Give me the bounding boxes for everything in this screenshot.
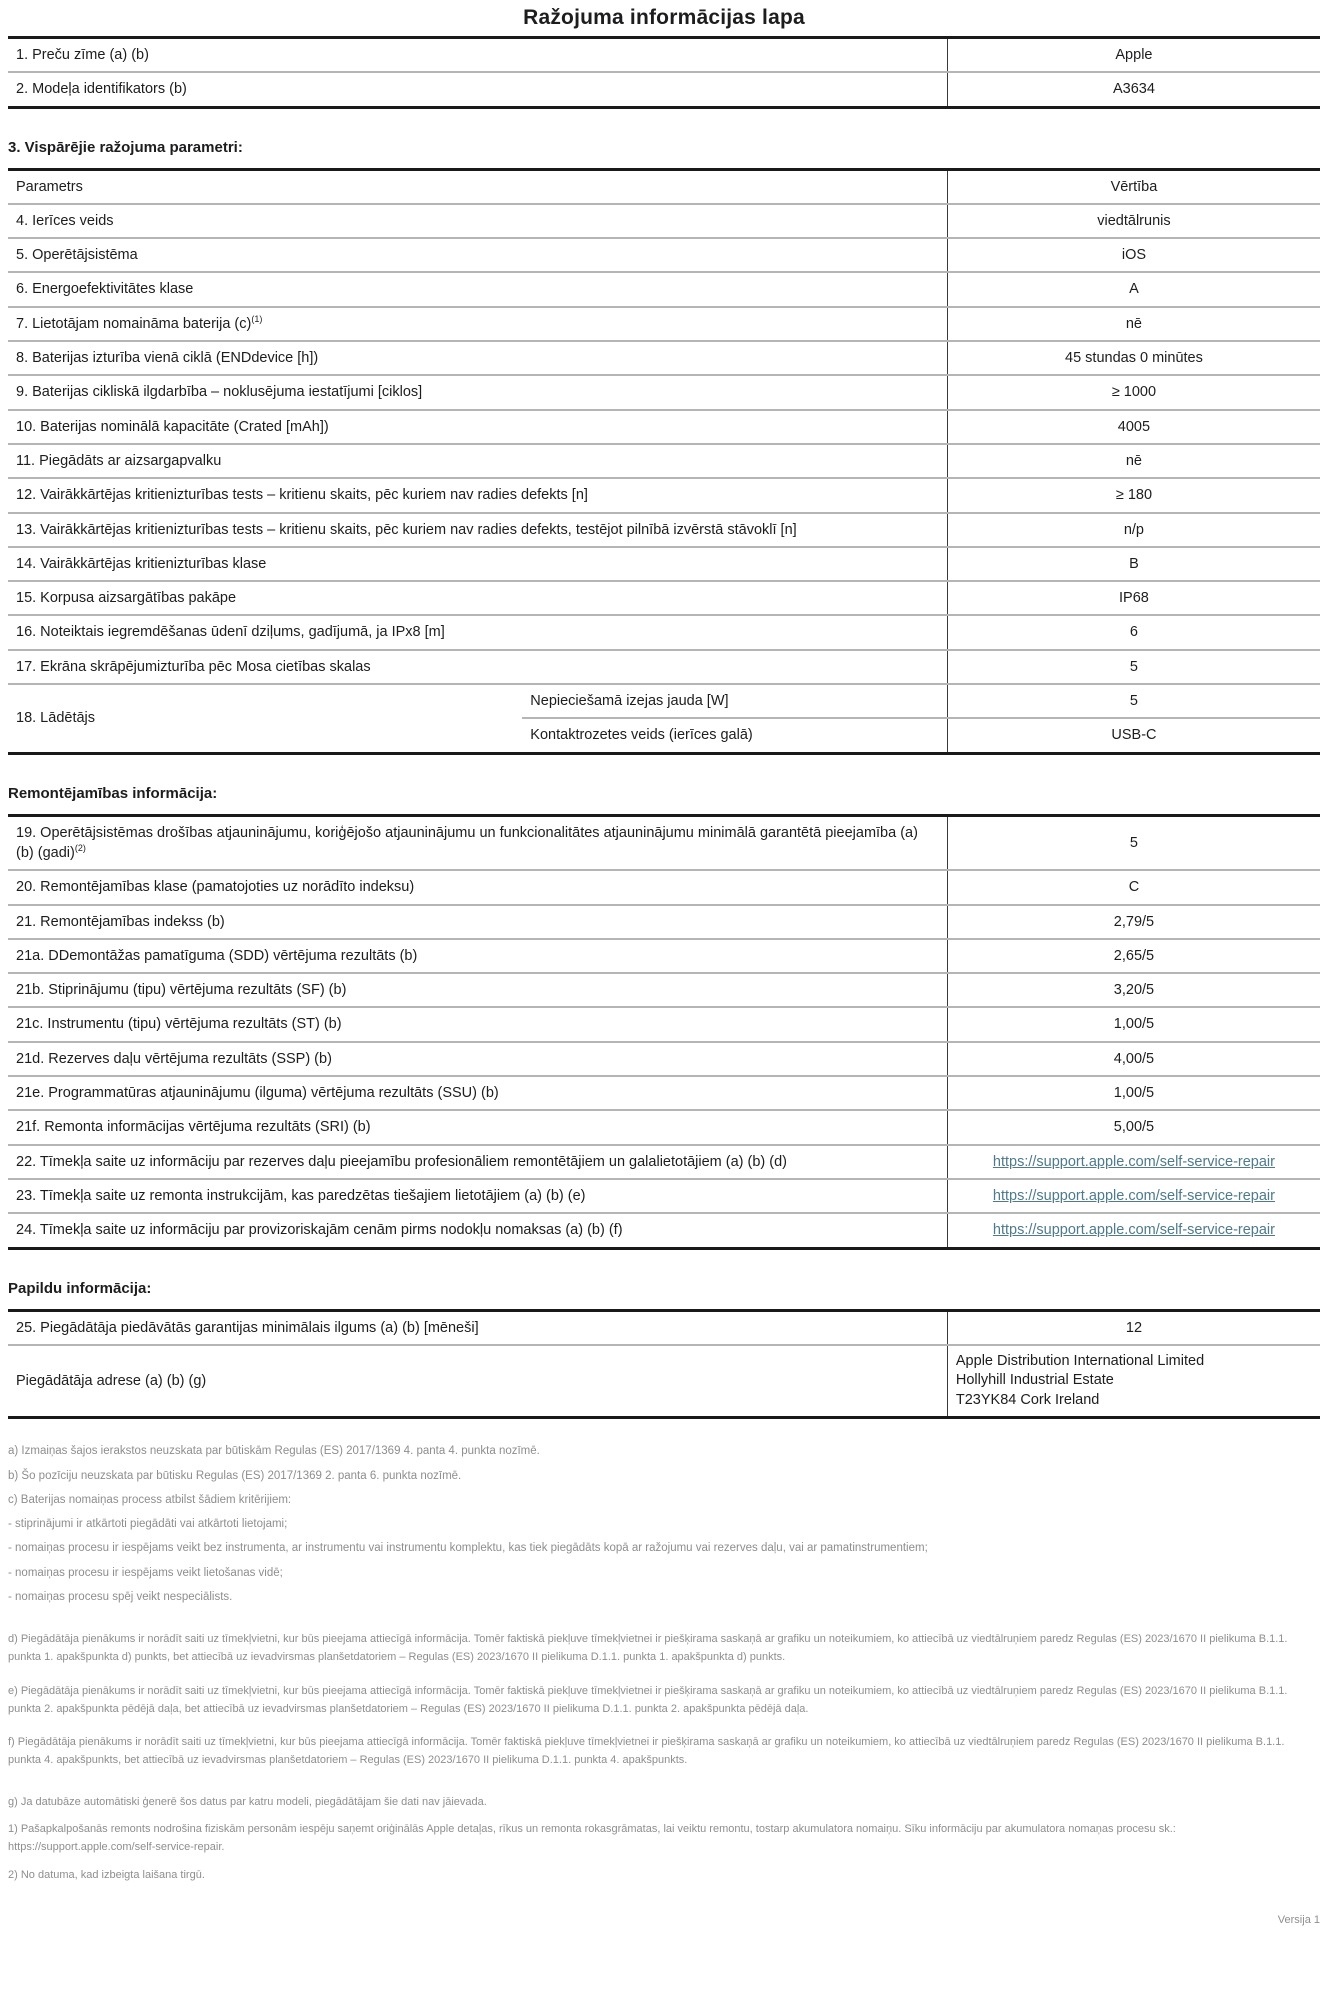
param-value: 1,00/5 xyxy=(947,1076,1320,1110)
table-row xyxy=(8,1213,1320,1248)
param-value: 12 xyxy=(947,1310,1320,1345)
param-label: 25. Piegādātāja piedāvātās garantijas minimālais ilgums (a) (b) [mēneši] xyxy=(8,1310,947,1345)
footnotes-abc xyxy=(8,1443,1320,1606)
table-row xyxy=(8,238,1320,272)
footnotes-def xyxy=(8,1630,1320,1769)
page-title: Ražojuma informācijas lapa xyxy=(523,6,805,29)
param-value xyxy=(947,1145,1320,1179)
param-value: 5,00/5 xyxy=(947,1110,1320,1144)
param-value: A xyxy=(947,272,1320,306)
table-row xyxy=(8,1345,1320,1418)
table-row xyxy=(8,478,1320,512)
param-value xyxy=(947,1345,1320,1418)
param-label: 24. Tīmekļa saite uz informāciju par provizoriskajām cenām pirms nodokļu nomaksas (a) (b) (f) xyxy=(8,1213,947,1248)
param-value: C xyxy=(947,870,1320,904)
table-row xyxy=(8,581,1320,615)
footnote: - stiprinājumi ir atkārtoti piegādāti vai atkārtoti lietojami; xyxy=(8,1518,288,1531)
address-line: T23YK84 Cork Ireland xyxy=(955,1391,1100,1408)
param-value: 1,00/5 xyxy=(947,1007,1320,1041)
footnote: d) Piegādātāja pienākums ir norādīt saiti uz tīmekļvietni, kur būs pieejama attiecīgā informācija. Tomēr faktiskā piekļuve tīmekļvietnei ir piešķirama saskaņā ar grafiku un noteikumiem, ko attiecībā uz viedtālruņiem paredz Regulas (ES) 2023/1670 II pielikuma B.1.1. punkta 1. apakšpunkta d) punkts, bet attiecībā uz ievadvirsmas planšetdatoriem – Regulas (ES) 2023/1670 II pielikuma D.1.1. punkta 1. apakšpunkta d) punkts. xyxy=(8,1633,1288,1664)
param-label: 21e. Programmatūras atjauninājumu (ilguma) vērtējuma rezultāts (SSU) (b) xyxy=(8,1076,947,1110)
param-value: Apple xyxy=(947,38,1320,73)
footnote: f) Piegādātāja pienākums ir norādīt saiti uz tīmekļvietni, kur būs pieejama attiecīgā informācija. Tomēr faktiskā piekļuve tīmekļvietnei ir piešķirama saskaņā ar grafiku un noteikumiem, ko attiecībā uz viedtālruņiem paredz Regulas (ES) 2023/1670 II pielikuma B.1.1. punkta 4. apakšpunkts, bet attiecībā uz ievadvirsmas planšetdatoriem – Regulas (ES) 2023/1670 II pielikuma D.1.1. punkta 4. apakšpunkts. xyxy=(8,1735,1285,1766)
footnote-ref: (2) xyxy=(74,843,86,854)
additional-info-table xyxy=(8,1309,1320,1420)
param-value: nē xyxy=(947,307,1320,341)
table-row xyxy=(8,410,1320,444)
footnote: c) Baterijas nomaiņas process atbilst šādiem kritērijiem: xyxy=(8,1493,292,1506)
param-value: iOS xyxy=(947,238,1320,272)
table-row xyxy=(8,973,1320,1007)
param-value: ≥ 180 xyxy=(947,478,1320,512)
param-label: Piegādātāja adrese (a) (b) (g) xyxy=(8,1345,947,1418)
param-value: 5 xyxy=(947,650,1320,684)
footnote: - nomaiņas procesu ir iespējams veikt lietošanas vidē; xyxy=(8,1566,283,1579)
param-value: n/p xyxy=(947,513,1320,547)
footnote: e) Piegādātāja pienākums ir norādīt saiti uz tīmekļvietni, kur būs pieejama attiecīgā informācija. Tomēr faktiskā piekļuve tīmekļvietnei ir piešķirama saskaņā ar grafiku un noteikumiem, ko attiecībā uz viedtālruņiem paredz Regulas (ES) 2023/1670 II pielikuma B.1.1. punkta 2. apakšpunkta pēdējā daļa, bet attiecībā uz ievadvirsmas planšetdatoriem – Regulas (ES) 2023/1670 II pielikuma D.1.1. punkta 2. apakšpunkta pēdējā daļa. xyxy=(8,1684,1288,1715)
table-row xyxy=(8,272,1320,306)
column-header-value: Vērtība xyxy=(947,169,1320,204)
footnote: 1) Pašapkalpošanās remonts nodrošina fiziskām personām iespēju saņemt oriģinālās Apple detaļas, rīkus un remonta rokasgrāmatas, lai veiktu remontu, tostarp akumulatora nomaiņu. Sīku informāciju par akumulatora nomaņas procesu sk.: https://support.apple.com/self-service-repair. xyxy=(8,1823,1176,1854)
param-label: 8. Baterijas izturība vienā ciklā (ENDdevice [h]) xyxy=(8,341,947,375)
column-header-param: Parametrs xyxy=(8,169,947,204)
table-row xyxy=(8,815,1320,870)
param-label: 16. Noteiktais iegremdēšanas ūdenī dziļums, gadījumā, ja IPx8 [m] xyxy=(8,615,947,649)
table-row xyxy=(8,650,1320,684)
table-row xyxy=(8,444,1320,478)
table-row xyxy=(8,513,1320,547)
section-additional-heading: Papildu informācija: xyxy=(8,1279,152,1297)
param-label: 2. Modeļa identifikators (b) xyxy=(8,72,947,107)
footnote: - nomaiņas procesu ir iespējams veikt bez instrumenta, ar instrumentu vai instrumentu komplektu, kas tiek piegādāts kopā ar ražojumu vai rezerves daļu, vai ar pamatinstrumentiem; xyxy=(8,1542,928,1555)
param-value: 3,20/5 xyxy=(947,973,1320,1007)
param-label: 14. Vairākkārtējas kritienizturības klase xyxy=(8,547,947,581)
product-info-sheet xyxy=(8,6,1320,1926)
table-row xyxy=(8,1042,1320,1076)
address-line: Hollyhill Industrial Estate xyxy=(955,1372,1114,1389)
table-row xyxy=(8,905,1320,939)
param-value: viedtālrunis xyxy=(947,204,1320,238)
section-repair-heading: Remontējamības informācija: xyxy=(8,784,218,802)
section-general-heading: 3. Vispārējie ražojuma parametri: xyxy=(8,138,243,156)
footnotes-g12 xyxy=(8,1793,1320,1884)
general-params-table xyxy=(8,168,1320,755)
address-line: Apple Distribution International Limited xyxy=(955,1352,1205,1369)
table-row xyxy=(8,870,1320,904)
table-row xyxy=(8,1310,1320,1345)
param-label: 4. Ierīces veids xyxy=(8,204,947,238)
table-row xyxy=(8,1110,1320,1144)
footnote: 2) No datuma, kad izbeigta laišana tirgū. xyxy=(8,1868,205,1881)
param-label: 5. Operētājsistēma xyxy=(8,238,947,272)
param-label: 10. Baterijas nominālā kapacitāte (Crated [mAh]) xyxy=(8,410,947,444)
version-label: Versija 1 xyxy=(1277,1913,1320,1926)
param-label: 20. Remontējamības klase (pamatojoties uz norādīto indeksu) xyxy=(8,870,947,904)
param-label: 11. Piegādāts ar aizsargapvalku xyxy=(8,444,947,478)
repair-link[interactable]: https://support.apple.com/self-service-repair xyxy=(992,1222,1275,1239)
param-value: 5 xyxy=(947,815,1320,870)
param-value: ≥ 1000 xyxy=(947,375,1320,409)
table-row xyxy=(8,684,1320,718)
footnote: g) Ja datubāze automātiski ģenerē šos datus par katru modeli, piegādātājam šie dati nav jāievada. xyxy=(8,1796,487,1809)
param-value: 6 xyxy=(947,615,1320,649)
param-label: 21b. Stiprinājumu (tipu) vērtējuma rezultāts (SF) (b) xyxy=(8,973,947,1007)
param-value: 45 stundas 0 minūtes xyxy=(947,341,1320,375)
product-id-table xyxy=(8,36,1320,109)
table-row xyxy=(8,38,1320,73)
param-value: B xyxy=(947,547,1320,581)
table-row xyxy=(8,375,1320,409)
param-value: 2,65/5 xyxy=(947,939,1320,973)
param-value: 2,79/5 xyxy=(947,905,1320,939)
repair-link[interactable]: https://support.apple.com/self-service-repair xyxy=(992,1153,1275,1170)
param-value: USB-C xyxy=(947,718,1320,753)
param-label: 13. Vairākkārtējas kritienizturības tests – kritienu skaits, pēc kuriem nav radies defekts, testējot pilnībā izvērstā stāvoklī [n] xyxy=(8,513,947,547)
table-row xyxy=(8,1179,1320,1213)
table-header-row xyxy=(8,169,1320,204)
param-sublabel: Nepieciešamā izejas jauda [W] xyxy=(522,684,947,718)
table-row xyxy=(8,307,1320,341)
param-label: 15. Korpusa aizsargātības pakāpe xyxy=(8,581,947,615)
param-label: 7. Lietotājam nomaināma baterija (c)$^{(1)}$ xyxy=(8,307,947,341)
table-row xyxy=(8,72,1320,107)
param-value: nē xyxy=(947,444,1320,478)
param-label: 21a. DDemontāžas pamatīguma (SDD) vērtējuma rezultāts (b) xyxy=(8,939,947,973)
footnote: b) Šo pozīciju neuzskata par būtisku Regulas (ES) 2017/1369 2. panta 6. punkta nozīmē. xyxy=(8,1469,462,1482)
param-value: 4005 xyxy=(947,410,1320,444)
footnote-ref: (1) xyxy=(251,313,263,324)
repair-link[interactable]: https://support.apple.com/self-service-repair xyxy=(992,1187,1275,1204)
param-label: 22. Tīmekļa saite uz informāciju par rezerves daļu pieejamību profesionāliem remontētājiem un galalietotājiem (a) (b) (d) xyxy=(8,1145,947,1179)
param-value: A3634 xyxy=(947,72,1320,107)
footnote: - nomaiņas procesu spēj veikt nespeciālists. xyxy=(8,1590,233,1603)
param-value xyxy=(947,1179,1320,1213)
footnote: a) Izmaiņas šajos ierakstos neuzskata par būtiskām Regulas (ES) 2017/1369 4. panta 4. punkta nozīmē. xyxy=(8,1445,540,1458)
table-row xyxy=(8,939,1320,973)
param-label: 19. Operētājsistēmas drošības atjauninājumu, koriģējošo atjauninājumu un funkcionalitātes atjauninājumu minimālā garantētā pieejamība (a) (b) (gadi)$^{(2)}$ xyxy=(8,815,947,870)
table-row xyxy=(8,547,1320,581)
param-value: IP68 xyxy=(947,581,1320,615)
table-row xyxy=(8,1076,1320,1110)
param-value: 5 xyxy=(947,684,1320,718)
param-label: 12. Vairākkārtējas kritienizturības tests – kritienu skaits, pēc kuriem nav radies defekts [n] xyxy=(8,478,947,512)
table-row xyxy=(8,1145,1320,1179)
param-value: 4,00/5 xyxy=(947,1042,1320,1076)
table-row xyxy=(8,341,1320,375)
table-row xyxy=(8,1007,1320,1041)
table-row xyxy=(8,615,1320,649)
param-sublabel: Kontaktrozetes veids (ierīces galā) xyxy=(522,718,947,753)
param-label: 6. Energoefektivitātes klase xyxy=(8,272,947,306)
table-row xyxy=(8,204,1320,238)
param-label: 21c. Instrumentu (tipu) vērtējuma rezultāts (ST) (b) xyxy=(8,1007,947,1041)
repair-info-table xyxy=(8,814,1320,1250)
param-label: 9. Baterijas cikliskā ilgdarbība – noklusējuma iestatījumi [ciklos] xyxy=(8,375,947,409)
param-label: 21d. Rezerves daļu vērtējuma rezultāts (SSP) (b) xyxy=(8,1042,947,1076)
param-label: 23. Tīmekļa saite uz remonta instrukcijām, kas paredzētas tiešajiem lietotājiem (a) (b) (e) xyxy=(8,1179,947,1213)
param-label: 1. Preču zīme (a) (b) xyxy=(8,38,947,73)
param-label: 18. Lādētājs xyxy=(8,684,522,753)
param-label: 21. Remontējamības indekss (b) xyxy=(8,905,947,939)
param-label: 17. Ekrāna skrāpējumizturība pēc Mosa cietības skalas xyxy=(8,650,947,684)
param-value xyxy=(947,1213,1320,1248)
param-label: 21f. Remonta informācijas vērtējuma rezultāts (SRI) (b) xyxy=(8,1110,947,1144)
